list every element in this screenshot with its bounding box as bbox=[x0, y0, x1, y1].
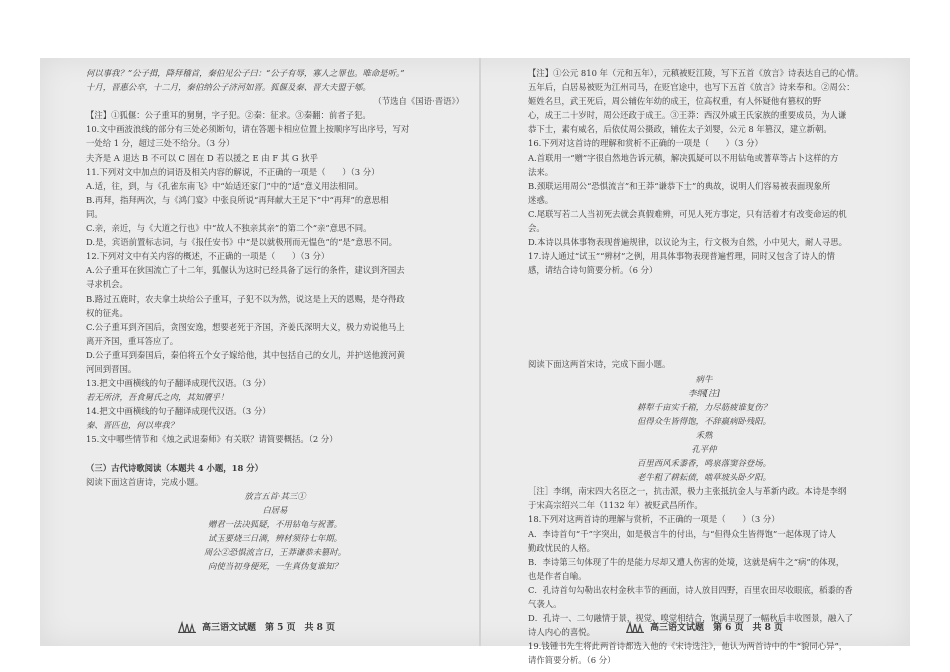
page-number-text: 高三语文试题 第 6 页 共 8 页 bbox=[650, 623, 784, 633]
option-d: D.本诗以具体事物表现普遍规律，以议论为主，行文极为自然，小中见大，耐人寻思。 bbox=[528, 237, 847, 248]
text-line: 同。 bbox=[86, 208, 103, 219]
section-intro: 阅读下面这两首宋诗，完成下面小题。 bbox=[528, 359, 671, 370]
poem-line: 周公②恐惧流言日，王莽谦恭未篡时。 bbox=[203, 547, 347, 558]
poem-title: 病牛 bbox=[695, 373, 713, 384]
left-page bbox=[86, 66, 464, 573]
poem-author: 白居易 bbox=[262, 504, 288, 515]
option-a: A.公子重耳在狄国流亡了十二年，狐偃认为这时已经具备了远行的条件，建议到齐国去 bbox=[86, 265, 405, 276]
text-line: 气袭人。 bbox=[528, 599, 562, 609]
question-12: 12.下列对文中有关内容的概述，不正确的一项是（ ）（3 分） bbox=[86, 251, 330, 262]
option-d: D．孔诗一、二句融情于景，视觉、嗅觉相结合，饱满呈现了一幅秋后丰收图景，融入了 bbox=[528, 613, 853, 624]
page-fold bbox=[479, 58, 481, 646]
question-14: 14.把文中画横线的句子翻译成现代汉语。（3 分） bbox=[86, 406, 271, 417]
poem-title: 禾熟 bbox=[695, 429, 713, 440]
text-line: 也是作者自喻。 bbox=[528, 570, 587, 581]
option-b: B．李诗第三句体现了牛的是能力尽却又遭人伤害的处境，这就是病牛之“病”的体现， bbox=[528, 556, 845, 567]
quoted-sentence: 若无所济，吾食舅氏之肉，其知餍乎！ bbox=[86, 392, 229, 403]
annotation-note: 【注】①狐偃：公子重耳的舅舅，字子犯。②秦：征求。③秦翻：前者子犯。 bbox=[86, 110, 371, 121]
poem-author: 李纲[注] bbox=[688, 387, 720, 398]
publisher-logo-icon bbox=[178, 621, 196, 633]
poem-line: 老牛粗了耕耘债，啮草坡头卧夕阳。 bbox=[637, 472, 771, 483]
option-d: D.公子重耳到秦国后，秦伯将五个女子嫁给他，其中包括自己的女儿，并护送他渡河黄 bbox=[86, 349, 405, 360]
spacer bbox=[86, 447, 464, 461]
section-title: （三）古代诗歌阅读（本题共 4 小题，18 分） bbox=[86, 462, 263, 473]
question-13: 13.把文中画横线的句子翻译成现代汉语。（3 分） bbox=[86, 378, 271, 389]
answer-space bbox=[528, 277, 880, 357]
text-line: 法来。 bbox=[528, 166, 554, 177]
text-line: 心，成王二十岁时，周公还政于成王。③王莽：西汉外戚王氏家族的重要成员，为人谦 bbox=[528, 110, 847, 121]
text-line: 夫齐是 A 退达 B 不可以 C 固在 D 若以援之 E 由 F 其 G 狄乎 bbox=[86, 152, 318, 163]
text-line: 离开齐国，重耳答应了。 bbox=[86, 335, 179, 346]
section-intro: 阅读下面这首唐诗，完成小题。 bbox=[86, 476, 204, 487]
annotation-note: 【注】①公元 810 年（元和五年），元稹被贬江陵，写下五首《放言》诗表达自己的心情。 bbox=[528, 68, 864, 78]
text-line: 迷惑。 bbox=[528, 194, 554, 205]
poem-line: 向使当初身便死，一生真伪复谁知？ bbox=[208, 561, 342, 572]
text-line: 十月，晋惠公卒，十二月，秦伯纳公子济河如晋。狐偃及秦、晋大夫盟于郇。 bbox=[86, 82, 371, 93]
question-19: 19.钱锺书先生将此两首诗都选入他的《宋诗选注》，他认为两首诗中的牛“貌同心异”， bbox=[528, 641, 848, 652]
text-line: 寻求机会。 bbox=[86, 279, 128, 290]
text-line: 权的征兆。 bbox=[86, 307, 128, 318]
option-b: B.再拜，指拜两次，与《鸿门宴》中张良所说“再拜献大王足下”中“再拜”的意思相 bbox=[86, 194, 389, 205]
page-number-text: 高三语文试题 第 5 页 共 8 页 bbox=[202, 623, 336, 633]
text-line: 恭下士，素有威名，后依仗周公摄政，辅佐太子刘婴，公元 8 年篡汉，建立新朝。 bbox=[528, 124, 832, 135]
question-17: 17.诗人通过“试玉”“辨材”之例，用具体事物表现普遍哲理，同时又包含了诗人的情 bbox=[528, 251, 835, 262]
quoted-sentence: 秦、晋匹也，何以卑我？ bbox=[86, 420, 179, 431]
text-line: 请作简要分析。（6 分） bbox=[528, 655, 616, 666]
option-d: D.是，宾语前置标志词，与《报任安书》中“是以就极刑而无愠色”的“是”意思不同。 bbox=[86, 237, 397, 248]
option-c: C.亲，亲近，与《大道之行也》中“故人不独亲其亲”的第二个“亲”意思不同。 bbox=[86, 223, 372, 234]
option-b: B.路过五鹿时，农夫拿土块给公子重耳，子犯不以为然，说这是上天的恩赐，是夺得政 bbox=[86, 293, 405, 304]
question-10: 10.文中画波浪线的部分有三处必须断句，请在答题卡相应位置上按顺序写出序号，写对 bbox=[86, 124, 410, 135]
page-footer-right bbox=[626, 620, 783, 633]
question-18: 18.下列对这两首诗的理解与赏析，不正确的一项是（ ）（3 分） bbox=[528, 514, 780, 525]
text-line: 诗人内心的喜悦。 bbox=[528, 627, 595, 638]
text-line: 勤政忧民的人格。 bbox=[528, 542, 595, 553]
poem-line: 百里西风禾黍香，鸣泉落窦谷登场。 bbox=[637, 458, 771, 469]
text-line: 感，请结合诗句简要分析。（6 分） bbox=[528, 265, 658, 276]
option-a: A.首联用一“赠”字很自然地告诉元稹，解决狐疑可以不用钻龟或蓍草等占卜这样的方 bbox=[528, 152, 839, 163]
text-line: 会。 bbox=[528, 223, 545, 234]
poem-line: 但得众生皆得饱，不辞羸病卧残阳。 bbox=[637, 415, 771, 426]
option-b: B.颈联运用周公“恐惧流言”和王莽“谦恭下士”的典故，说明人们容易被表面现象所 bbox=[528, 180, 831, 191]
page-footer-left bbox=[178, 620, 335, 633]
poem-author: 孔平仲 bbox=[691, 443, 717, 454]
poem-line: 耕犁千亩实千箱，力尽筋疲谁复伤？ bbox=[637, 401, 771, 412]
question-16: 16.下列对这首诗的理解和赏析不正确的一项是（ ）（3 分） bbox=[528, 138, 763, 149]
annotation-note: ［注］李纲，南宋四大名臣之一，抗击派，极力主张抵抗金人与革新内政。本诗是李纲 bbox=[528, 486, 847, 497]
publisher-logo-icon bbox=[626, 621, 644, 633]
poem-title: 放言五首·其三① bbox=[244, 490, 306, 501]
option-c: C．孔诗首句勾勒出农村金秋丰节的画面，诗人放目四野，百里农田尽收眼底，稻黍的香 bbox=[528, 584, 853, 595]
question-15: 15.文中哪些情节和《烛之武退秦师》有关联？请简要概括。（2 分） bbox=[86, 434, 338, 445]
right-page bbox=[528, 66, 880, 667]
question-11: 11.下列对文中加点的词语及相关内容的解说，不正确的一项是（ ）（3 分） bbox=[86, 166, 380, 177]
source-citation: （节选自《国语·晋语》） bbox=[373, 96, 464, 107]
text-line: 于宋高宗绍兴二年（1132 年）被贬武昌所作。 bbox=[528, 500, 703, 511]
text-line: 五年后，白居易被贬为江州司马，在贬官途中，也写下五首《放言》诗来奉和。②周公： bbox=[528, 82, 855, 93]
option-a: A．李诗首句“千”字突出，如是极言牛的付出，与“但得众生皆得饱”一起体现了诗人 bbox=[528, 528, 836, 539]
poem-line: 试玉要烧三日满，辨材须待七年期。 bbox=[208, 533, 342, 543]
text-line: 姬姓名旦，武王死后，周公辅佐年幼的成王，位高权重，有人怀疑他有篡权的野 bbox=[528, 96, 822, 107]
text-line: 河回到晋国。 bbox=[86, 363, 137, 374]
option-a: A.适，往，到，与《孔雀东南飞》中“始适还家门”中的“适”意义用法相同。 bbox=[86, 180, 364, 191]
text-line: 何以事我？”公子揖，降拜稽首，秦伯见公子曰：“公子有辱，寡人之罪也。唯命是听。” bbox=[86, 68, 405, 78]
text-line: 一处给 1 分，超过三处不给分。（3 分） bbox=[86, 138, 235, 149]
option-c: C.公子重耳到齐国后，贪图安逸，想要老死于齐国，齐姜氏深明大义，极力劝说他马上 bbox=[86, 321, 405, 332]
poem-line: 赠君一法决狐疑，不用钻龟与祝蓍。 bbox=[208, 518, 342, 529]
option-c: C.尾联写若二人当初死去就会真假难辨，可见人死方事定，只有活着才有改变命运的机 bbox=[528, 208, 847, 219]
